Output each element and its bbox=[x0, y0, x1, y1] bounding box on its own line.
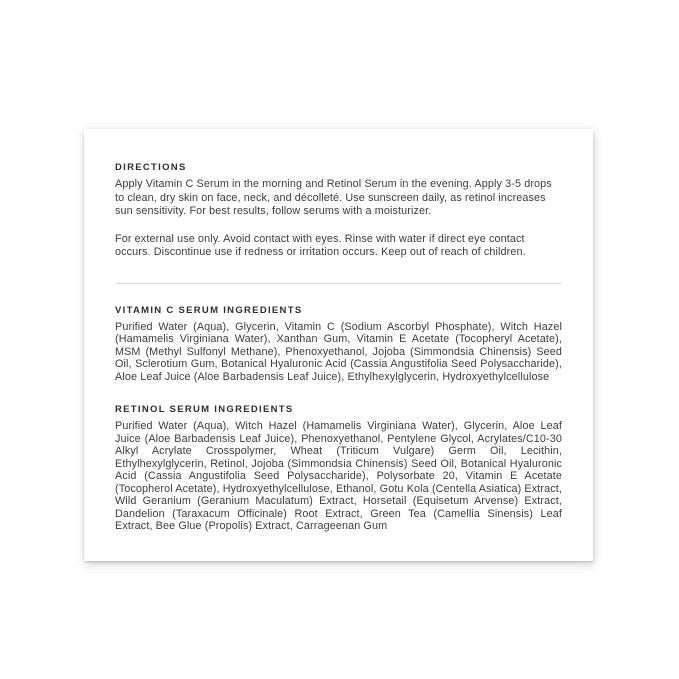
product-label-card bbox=[84, 129, 593, 561]
directions-warning-text: For external use only. Avoid contact with eyes. Rinse with water if direct eye contact occurs. Discontinue use if redness or irritation occurs. Keep out of reach of children. bbox=[115, 232, 526, 258]
vitamin-c-ingredients-text: Purified Water (Aqua), Glycerin, Vitamin C (Sodium Ascorbyl Phosphate), Witch Hazel (Hamamelis Virginiana Water), Xanthan Gum, Vitamin E Acetate (Tocopheryl Acetate), MSM (Methyl Sulfonyl Methane), Phenoxyethanol, Jojoba (Simmondsia Chinensis) Seed Oil, Sclerotium Gum, Botanical Hyaluronic Acid (Cassia Angustifolia Seed Polysaccharide), Aloe Leaf Juice (Aloe Barbadensis Leaf Juice), Ethylhexylglycerin, Hydroxyethylcellulose bbox=[115, 320, 562, 383]
directions-heading: DIRECTIONS bbox=[115, 162, 187, 173]
vitamin-c-ingredients-heading: VITAMIN C SERUM INGREDIENTS bbox=[115, 304, 303, 316]
vitamin-c-ingredients-section bbox=[115, 305, 562, 384]
directions-usage-text: Apply Vitamin C Serum in the morning and Retinol Serum in the evening. Apply 3-5 drops to clean, dry skin on face, neck, and décolleté. Use sunscreen daily, as retinol increases sun sensitivity. For best results, follow serums with a moisturizer. bbox=[115, 178, 552, 217]
directions-section bbox=[115, 162, 562, 260]
retinol-ingredients-heading: RETINOL SERUM INGREDIENTS bbox=[115, 404, 294, 415]
retinol-ingredients-text: Purified Water (Aqua), Witch Hazel (Hamamelis Virginiana Water), Glycerin, Aloe Leaf Juice (Aloe Barbadensis Leaf Juice), Phenoxyethanol, Pentylene Glycol, Acrylates/C10-30 Alkyl Acrylate Crosspolymer, Wheat (Triticum Vulgare) Germ Oil, Lecithin, Ethylhexylglycerin, Retinol, Jojoba (Simmondsia Chinensis) Seed Oil, Botanical Hyaluronic Acid (Cassia Angustifolia Seed Polysaccharide), Polysorbate 20, Vitamin E Acetate (Tocopherol Acetate), Hydroxyethylcellulose, Ethanol, Gotu Kola (Centella Asiatica) Extract, Wild Geranium (Geranium Maculatum) Extract, Horsetail (Equisetum Arvense) Extract, Dandelion (Taraxacum Officinale) Root Extract, Green Tea (Camellia Sinensis) Leaf Extract, Bee Glue (Propolis) Extract, Carrageenan Gum bbox=[115, 420, 562, 532]
retinol-ingredients-section bbox=[115, 404, 562, 533]
section-divider bbox=[115, 283, 562, 284]
